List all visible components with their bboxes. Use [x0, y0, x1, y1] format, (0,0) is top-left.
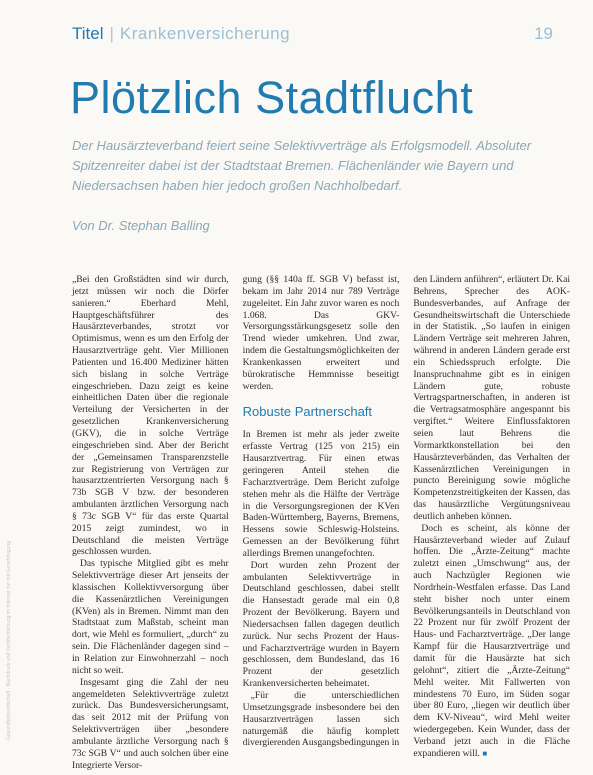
paragraph: „Für die unterschiedlichen Umsetzungsgrade insbesondere bei den Hausarztverträgen lassen sich naturgemäß die häufig komplett divergierenden Ausgangsbedingungen in [242, 690, 400, 749]
paragraph [413, 523, 570, 760]
subheading: Robuste Partnerschaft [242, 404, 373, 420]
paragraph: den Ländern anführen“, erläutert Dr. Kai Behrens, Sprecher des AOK-Bundesverbandes, auf Anfrage der Gesundheitswirtschaft die Unterschiede in der Statistik. „So laufen in einigen Ländern Verträge seit mehreren Jahren, während in anderen Ländern gerade erst ein Schiedsspruch erfolgte. Die Inanspruchnahme gibt es in einigen Ländern gute, robuste Vertragspartnerschaften, in anderen ist die Vertragsatmosphäre angespannt bis vergiftet.“ Weitere Einflussfaktoren seien laut Behrens die Vormarktkonstellation bei den Hausärzteverbänden, das Verhalten der Kassenärztlichen Vereinigungen in puncto Bereinigung sowie mögliche Kompetenzstreitigkeiten der Kassen, das das hausärztliche Vergütungsniveau deutlich anheben können. [413, 274, 571, 522]
end-mark-icon: ■ [482, 748, 488, 758]
subsection-label: Krankenversicherung [119, 24, 291, 43]
section-separator: | [109, 24, 114, 43]
page-number: 19 [534, 24, 553, 43]
paragraph: gung (§§ 140a ff. SGB V) befasst ist, bekam im Jahr 2014 nur 789 Verträge zugeleitet. Ein Jahr zuvor waren es noch 1.068. Das GKV-Versorgungsstärkungsgesetz solle den Trend wieder umkehren. Und zwar, indem die Gestaltungsmöglichkeiten der Krankenkassen erweitert und bürokratische Hemmnisse beseitigt werden. [242, 274, 400, 392]
column-2 [243, 274, 400, 764]
paragraph: In Bremen ist mehr als jeder zweite erfasste Vertrag (125 von 215) ein Hausarztvertrag. Für einen etwas geringeren Anteil stehen die Facharztverträge. Dem Bericht zufolge stehen mehr als die Hälfte der Verträge in die Versorgungsregionen der KVen Baden-Württemberg, Bayerns, Bremens, Hessens sowie Schleswig-Holsteins. Gemessen an der Bevölkerung führt allerdings Bremen unangefochten. [242, 429, 400, 559]
page-header [72, 24, 553, 50]
article-title: Plötzlich Stadtflucht [70, 72, 474, 123]
paragraph-text: Doch es scheint, als könne der Hausärzteverband wieder auf Zulauf hoffen. Die „Ärzte-Zeitung“ machte zuletzt einen „Umschwung“ aus, der auch Nachzügler Regionen wie Nordrhein-Westfalen erfasse. Das Land steht bisher noch unter einem Bevölkerungsanteils in Deutschland von 22 Prozent nur für zwölf Prozent der Haus- und Facharztverträge. „Der lange Kampf für die Hausarztverträge und damit für die Hausärzte hat sich gelohnt“, zitiert die „Ärzte-Zeitung“ Mehl weiter. Mit Fallwerten von mindestens 70 Euro, im Süden sogar über 80 Euro, „liegen wir deutlich über dem KV-Niveau“, wird Mehl weiter wiedergegeben. Kein Wunder, dass der Verband jetzt auch in die Fläche expandieren will. [413, 522, 571, 759]
article-body [72, 274, 571, 771]
paragraph: Insgesamt ging die Zahl der neu angemeldeten Selektivverträge zuletzt zurück. Das Bundesversicherungsamt, das seit 2012 mit der Prüfung von Selektivverträgen über „besondere ambulante ärztliche Versorgung nach § 73c SGB V“ und auch solchen über eine Integrierte Versor- [72, 676, 229, 771]
paragraph: Dort wurden zehn Prozent der ambulanten Selektivverträge in Deutschland geschlossen, dabei stellt die Hansestadt gerade mal ein 0,8 Prozent der Bevölkerung. Bayern und Niedersachsen fallen dagegen deutlich zurück. Nur sechs Prozent der Haus- und Facharztverträge wurden in Bayern geschlossen, dem Bundesland, das 16 Prozent der gesetzlich Krankenversicherten beheimatet. [242, 559, 400, 690]
section-label: Titel [72, 24, 104, 43]
column-1 [72, 274, 229, 771]
column-3 [413, 274, 570, 764]
paragraph: „Bei den Großstädten sind wir durch, jetzt müssen wir noch die Dörfer sanieren.“ Eberhard Mehl, Hauptgeschäftsführer des Hausärzteverbandes, strotzt vor Optimismus, wenn es um den Erfolg der Hausarztverträge geht. Vier Millionen Patienten und 16.400 Mediziner hätten sich bislang in solche Verträge eingeschrieben. Dazu zeigt es keine einheitlichen Daten über die regionale Verteilung der Versicherten in der gesetzlichen Krankenversicherung (GKV), die in solche Verträge eingeschrieben sind. Aber der Bericht der „Gemeinsamen Transparenzstelle zur Registrierung von Verträgen zur hausarztzentrierten Versorgung nach § 73b SGB V bzw. der besonderen ambulanten ärztlichen Versorgung nach § 73c SGB V“ für das erste Quartal 2015 zeigt zumindest, wo in Deutschland die meisten Verträge geschlossen wurden. [72, 274, 229, 558]
article-author: Von Dr. Stephan Balling [72, 218, 210, 233]
article-lead: Der Hausärzteverband feiert seine Selektivverträge als Erfolgsmodell. Absoluter Spitzenreiter dabei ist der Stadtstaat Bremen. Flächenländer wie Bayern und Niedersachsen haben hier jedoch großen Nachholbedarf. [72, 138, 532, 193]
paragraph: Das typische Mitglied gibt es mehr Selektivverträge dieser Art jenseits der klassischen Kollektivversorgung über die Kassenärztlichen Vereinigungen (KVen) als in Bremen. Nimmt man den Stadtstaat zum Maßstab, scheint man dort, wie Mehl es formuliert, „durch“ zu sein. Die Flächenländer dagegen sind – in Relation zur Einwohnerzahl – noch nicht so weit. [72, 558, 229, 676]
side-credit: Gesundheitswirtschaft · Nachdruck und Veröffentlichung im Internet nur mit Genehmigung [6, 541, 12, 740]
